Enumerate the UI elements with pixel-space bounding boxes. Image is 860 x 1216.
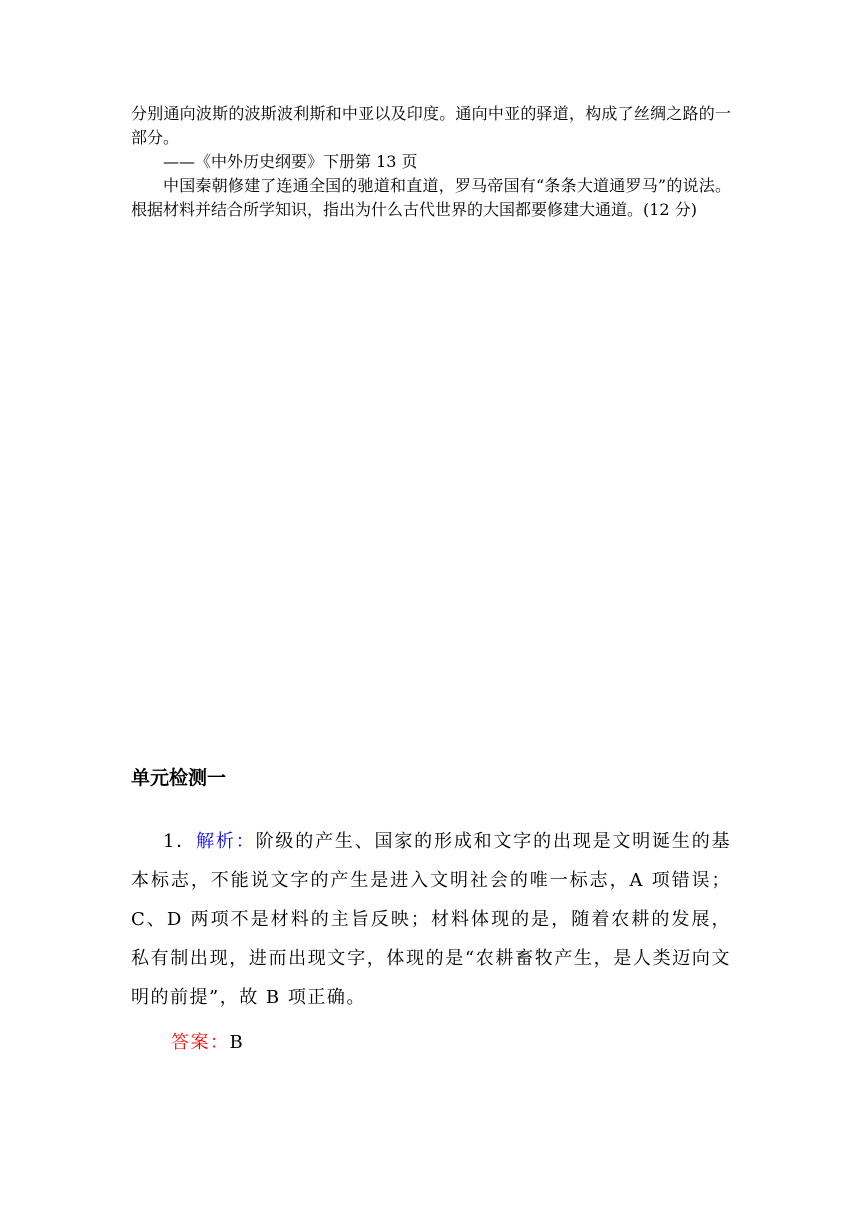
analysis-label: 解析： xyxy=(196,831,256,852)
answer-value: B xyxy=(229,1032,245,1053)
section-title: 单元检测一 xyxy=(131,767,227,789)
question-text: 中国秦朝修建了连通全国的驰道和直道，罗马帝国有“条条大道通罗马”的说法。根据材料并结合所学知识，指出为什么古代世界的大国都要修建大通道。(12 分) xyxy=(131,176,731,219)
answer-line xyxy=(131,1023,731,1062)
answer-block xyxy=(131,822,731,1062)
material-block xyxy=(131,102,731,222)
material-source: ——《中外历史纲要》下册第 13 页 xyxy=(163,152,418,171)
material-text: 分别通向波斯的波斯波利斯和中亚以及印度。通向中亚的驿道，构成了丝绸之路的一部分。 xyxy=(131,104,731,147)
question-number: 1． xyxy=(163,831,197,852)
analysis-text: 阶级的产生、国家的形成和文字的出现是文明诞生的基本标志，不能说文字的产生是进入文明社会的唯一标志，A 项错误；C、D 两项不是材料的主旨反映；材料体现的是，随着农耕的发展，私有制出现，进而出现文字，体现的是“农耕畜牧产生，是人类迈向文明的前提”，故 B 项正确。 xyxy=(131,831,732,1008)
answer-label: 答案： xyxy=(171,1032,230,1053)
analysis-paragraph xyxy=(131,822,731,1017)
